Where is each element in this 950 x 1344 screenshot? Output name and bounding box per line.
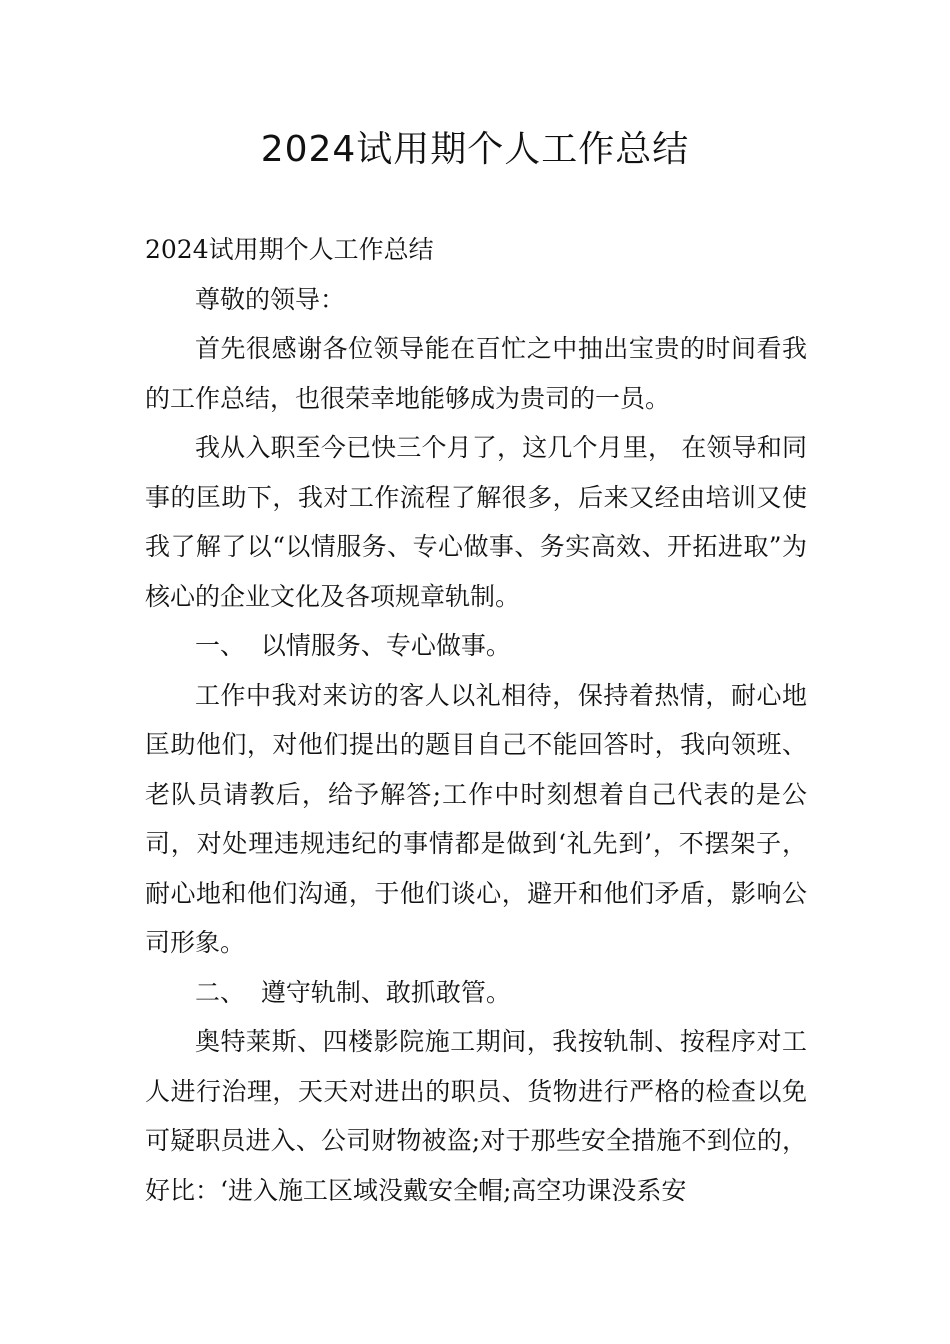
paragraph-onboarding: 我从入职至今已快三个月了，这几个月里， 在领导和同事的匡助下，我对工作流程了解很多，后来又经由培训又使我了解了以“以情服务、专心做事、务实高效、开拓进取”为核心的企业文化及各项规章轨制。	[145, 433, 807, 611]
section-paragraph-2: 奥特莱斯、四楼影院施工期间，我按轨制、按程序对工人进行治理，天天对进出的职员、货物进行严格的检查以免可疑职员进入、公司财物被盗;对于那些安全措施不到位的，好比：‘进入施工区域没戴安全帽;高空功课没系安	[145, 1027, 807, 1205]
section-heading-2: 二、 遵守轨制、敢抓敢管。	[195, 977, 511, 1007]
document-subtitle: 2024试用期个人工作总结	[145, 235, 434, 264]
paragraph-intro: 首先很感谢各位领导能在百忙之中抽出宝贵的时间看我的工作总结，也很荣幸地能够成为贵司的一员。	[145, 334, 807, 413]
section-paragraph-1: 工作中我对来访的客人以礼相待，保持着热情，耐心地匡助他们，对他们提出的题目自己不能回答时，我向领班、老队员请教后，给予解答;工作中时刻想着自己代表的是公司，对处理违规违纪的事情都是做到‘礼先到’，不摆架子，耐心地和他们沟通，于他们谈心，避开和他们矛盾，影响公司形象。	[145, 680, 807, 957]
document-body	[145, 225, 807, 1215]
document-title: 2024试用期个人工作总结	[260, 129, 690, 170]
section-heading-1: 一、 以情服务、专心做事。	[195, 631, 511, 660]
greeting: 尊敬的领导：	[195, 284, 346, 314]
